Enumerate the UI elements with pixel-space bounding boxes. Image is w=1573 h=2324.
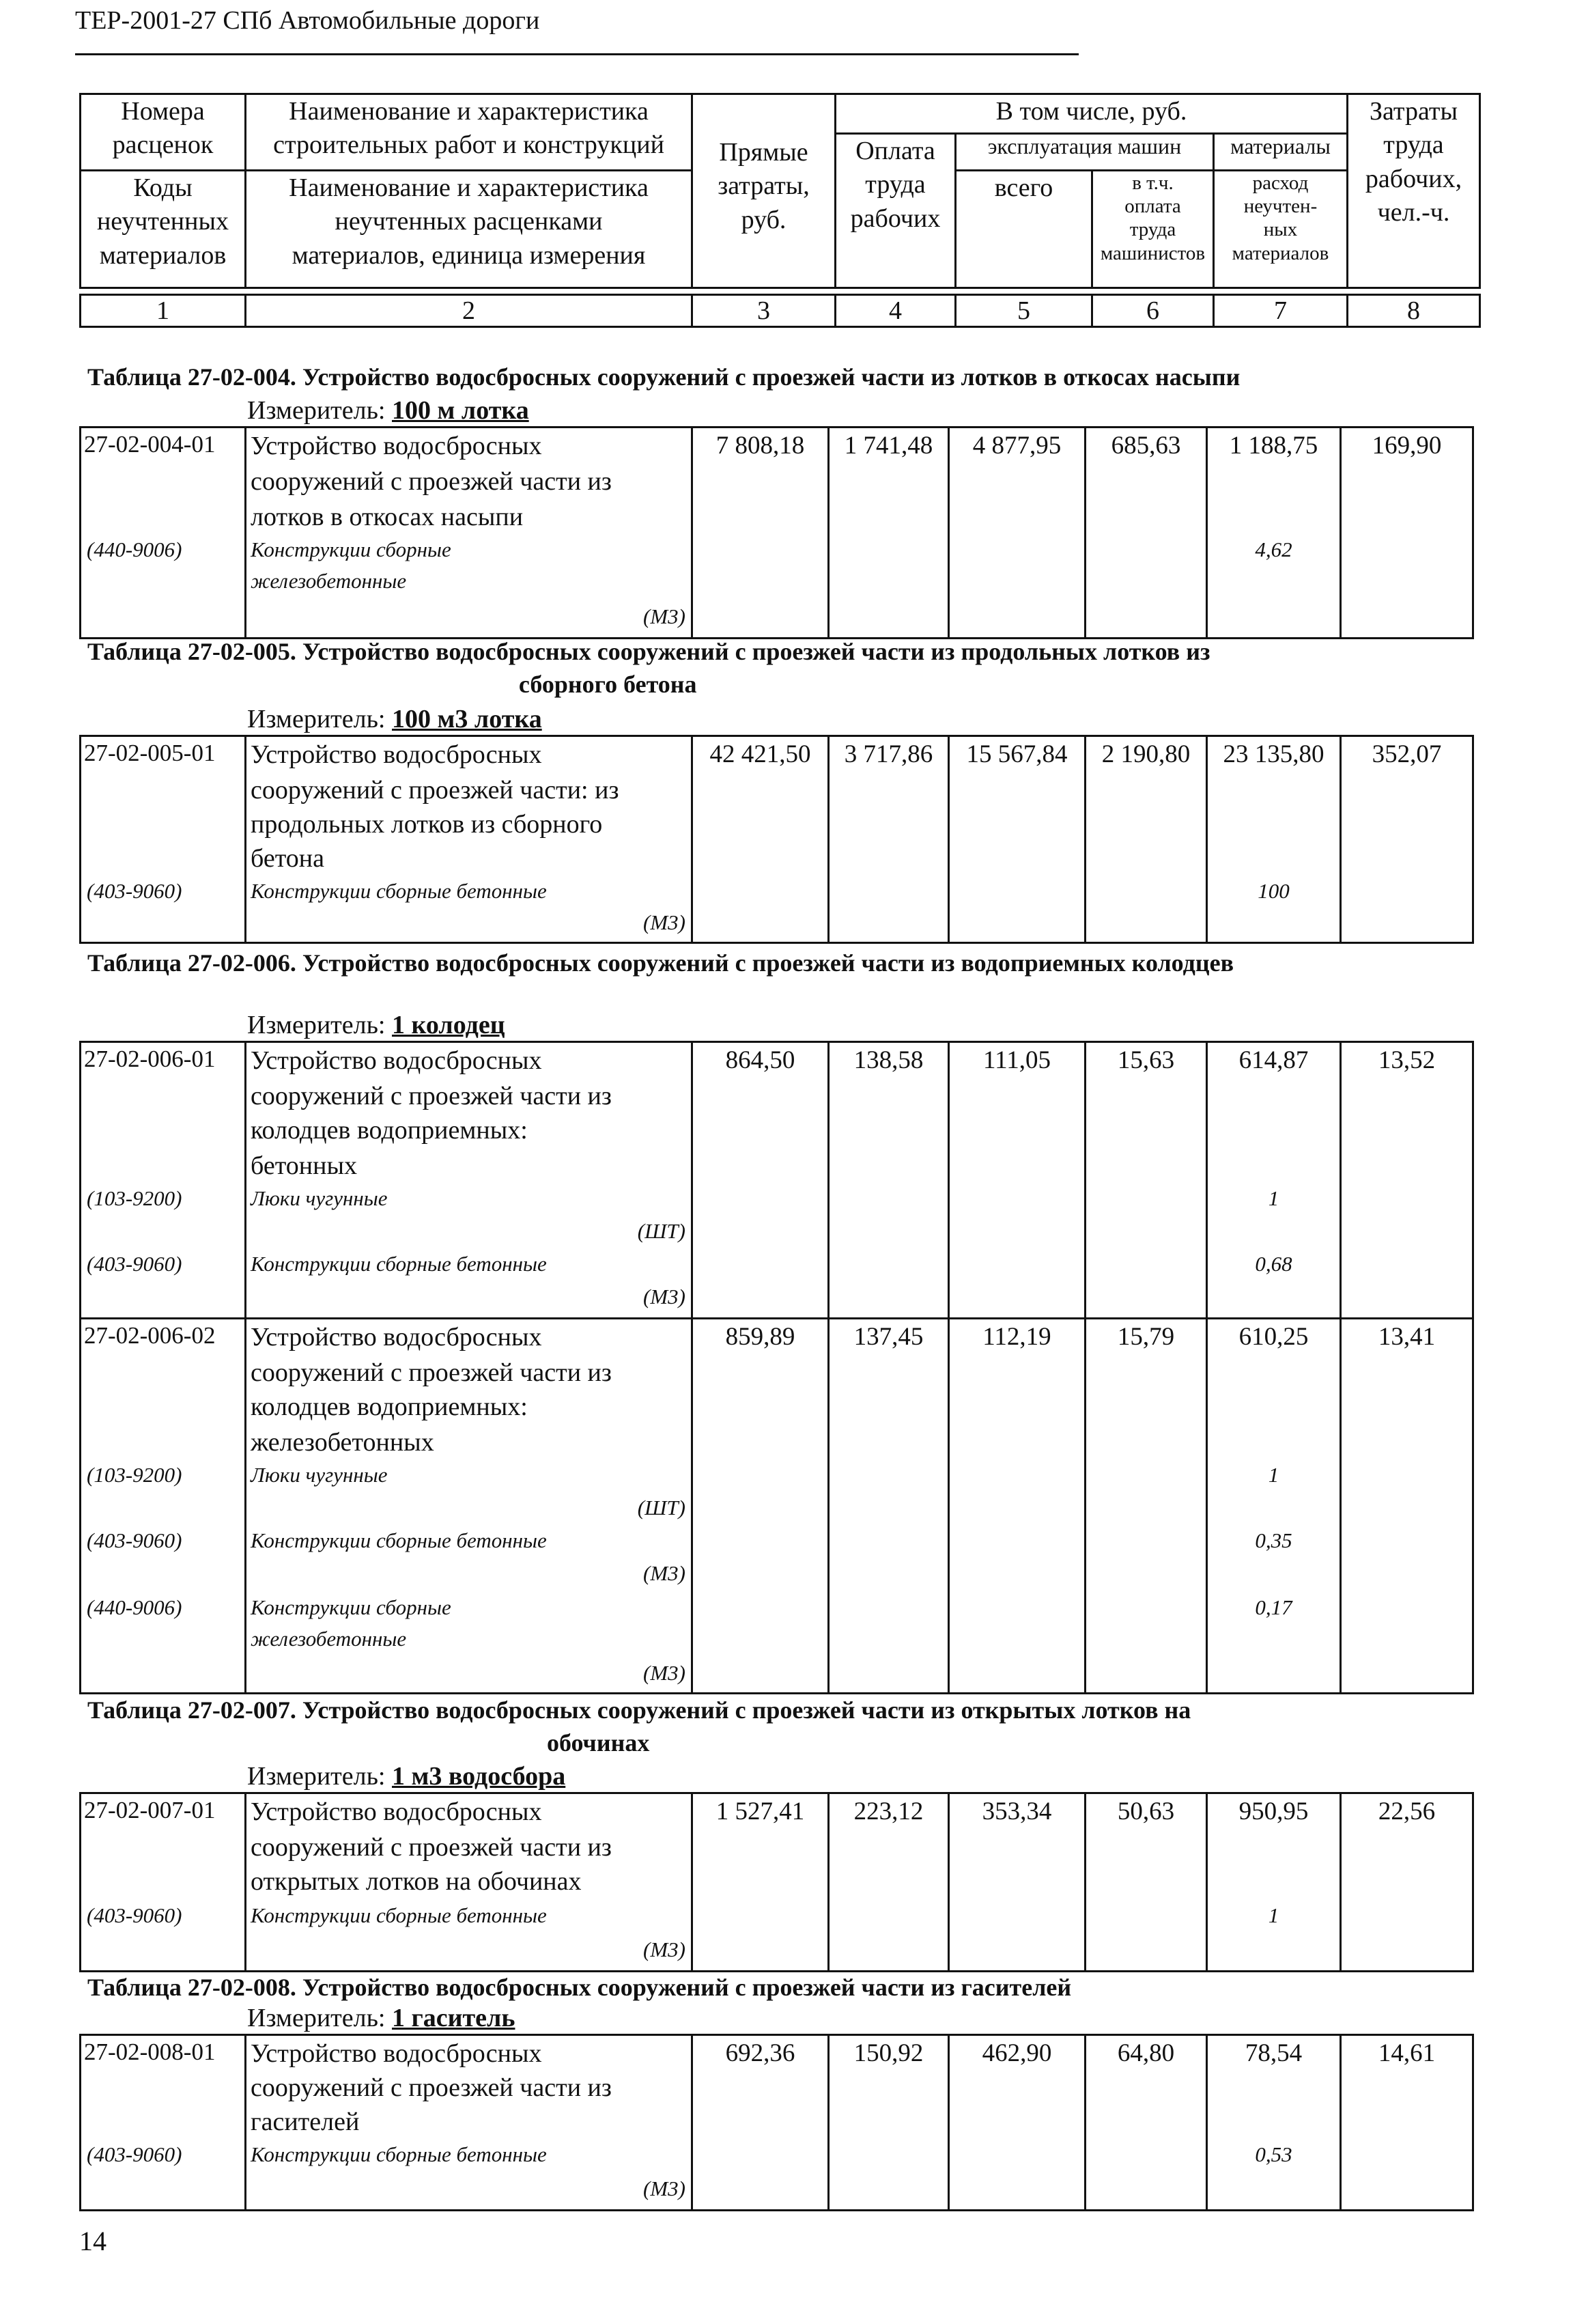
table-006 [79, 1041, 1474, 1694]
operator-cost: 50,63 [1117, 1797, 1175, 1825]
value-cell [1086, 428, 1207, 639]
col-num-6: 6 [1092, 295, 1214, 327]
value-cell [1207, 1793, 1341, 1972]
value-cell [692, 1319, 829, 1694]
material-name-line: Конструкции сборные бетонные [251, 2142, 547, 2166]
rate-name-line: сооружений с проезжей части из [251, 2073, 612, 2102]
value-cell [1341, 736, 1473, 943]
labor-hours: 14,61 [1378, 2039, 1436, 2067]
labor-cost: 1 741,48 [844, 432, 933, 460]
value-cell [829, 2035, 949, 2211]
material-code: (403-9060) [87, 879, 182, 903]
value-cell [949, 1319, 1086, 1694]
material-unit: (М3) [643, 2176, 685, 2200]
labor-cost: 3 717,86 [844, 740, 933, 768]
col-5-head: всего [956, 171, 1092, 288]
material-code: (403-9060) [87, 1252, 182, 1276]
col-7-head: расход неучтен- ных материалов [1214, 171, 1348, 288]
material-code: (403-9060) [87, 1528, 182, 1552]
material-code: (403-9060) [87, 2142, 182, 2166]
col-8-head: Затраты труда рабочих, чел.-ч. [1348, 94, 1480, 288]
value-cell [692, 2035, 829, 2211]
material-unit: (М3) [643, 910, 685, 934]
rate-code: 27-02-004-01 [84, 431, 216, 458]
table-004-measure: Измеритель: 100 м лотка [247, 396, 529, 425]
exp-head: эксплуатация машин [956, 134, 1214, 171]
col-1-head-bottom: Коды неучтенных материалов [81, 171, 246, 288]
value-cell [829, 736, 949, 943]
name-cell [246, 1042, 692, 1319]
col-6-head: в т.ч. оплата труда машинистов [1092, 171, 1214, 288]
rate-code: 27-02-006-01 [84, 1046, 216, 1072]
labor-hours: 22,56 [1378, 1797, 1436, 1825]
table-008-caption: Таблица 27-02-008. Устройство водосбросных сооружений с проезжей части из гасителей [87, 1974, 1072, 2001]
labor-cost: 138,58 [853, 1046, 924, 1074]
value-cell [692, 1042, 829, 1319]
material-unit: (М3) [643, 1561, 685, 1585]
value-cell [1086, 1319, 1207, 1694]
material-name-line: Конструкции сборные бетонные [251, 1903, 547, 1927]
machine-cost: 112,19 [982, 1323, 1051, 1351]
value-cell [1341, 1793, 1473, 1972]
labor-hours: 13,52 [1378, 1046, 1436, 1074]
rate-name-line: Устройство водосбросных [251, 1046, 542, 1075]
value-cell [949, 1042, 1086, 1319]
table-008 [79, 2034, 1474, 2211]
table-007 [79, 1792, 1474, 1972]
col-num-7: 7 [1214, 295, 1348, 327]
machine-cost: 462,90 [982, 2039, 1052, 2067]
table-005-caption: Таблица 27-02-005. Устройство водосбросных сооружений с проезжей части из продольных лотков из сборного бетона [87, 638, 1210, 698]
rate-name-line: сооружений с проезжей части из [251, 1833, 612, 1862]
operator-cost: 2 190,80 [1101, 740, 1191, 768]
rate-name-line: бетона [251, 844, 325, 873]
rate-name-line: Устройство водосбросных [251, 1323, 542, 1352]
material-name-line: железобетонные [251, 1627, 407, 1651]
direct-cost: 42 421,50 [709, 740, 811, 768]
material-cost: 23 135,80 [1223, 740, 1324, 768]
material-qty: 0,68 [1255, 1252, 1292, 1276]
table-004 [79, 426, 1474, 639]
table-007-measure: Измеритель: 1 м3 водосбора [247, 1762, 566, 1791]
value-cell [829, 1042, 949, 1319]
labor-cost: 223,12 [853, 1797, 924, 1825]
col-num-1: 1 [81, 295, 246, 327]
material-code: (440-9006) [87, 537, 182, 561]
rate-code: 27-02-005-01 [84, 740, 216, 766]
rate-name-line: продольных лотков из сборного [251, 810, 603, 839]
labor-hours: 13,41 [1378, 1323, 1436, 1351]
rate-code: 27-02-007-01 [84, 1797, 216, 1823]
material-name-line: Конструкции сборные бетонные [251, 879, 547, 903]
material-qty: 1 [1268, 1463, 1279, 1487]
table-005-measure: Измеритель: 100 м3 лотка [247, 705, 542, 733]
rate-name-line: гасителей [251, 2108, 360, 2136]
machine-cost: 353,34 [982, 1797, 1052, 1825]
machine-cost: 15 567,84 [966, 740, 1068, 768]
material-cost: 78,54 [1245, 2039, 1303, 2067]
col-num-8: 8 [1348, 295, 1480, 327]
material-qty: 0,35 [1255, 1528, 1292, 1552]
material-qty: 4,62 [1255, 537, 1292, 561]
operator-cost: 15,79 [1117, 1323, 1175, 1351]
material-unit: (ШТ) [637, 1496, 685, 1520]
value-cell [829, 428, 949, 639]
page-header: ТЕР-2001-27 СПб Автомобильные дороги [75, 6, 540, 35]
material-code: (440-9006) [87, 1595, 182, 1619]
rate-code: 27-02-008-01 [84, 2039, 216, 2065]
col-4-head: Оплата труда рабочих [836, 134, 956, 288]
value-cell [949, 1793, 1086, 1972]
value-cell [1207, 428, 1341, 639]
labor-hours: 169,90 [1372, 432, 1442, 460]
value-cell [829, 1793, 949, 1972]
material-qty: 1 [1268, 1186, 1279, 1210]
code-cell [81, 1793, 246, 1972]
mat-head: материалы [1214, 134, 1348, 171]
page-number: 14 [79, 2226, 107, 2256]
material-qty: 0,17 [1255, 1595, 1292, 1619]
material-code: (103-9200) [87, 1186, 182, 1210]
rate-name-line: колодцев водоприемных: [251, 1116, 528, 1145]
rate-name-line: бетонных [251, 1151, 358, 1180]
name-cell [246, 1319, 692, 1694]
value-cell [1341, 2035, 1473, 2211]
material-cost: 610,25 [1238, 1323, 1309, 1351]
rate-name-line: лотков в откосах насыпи [251, 503, 524, 531]
name-cell [246, 2035, 692, 2211]
rate-name-line: Устройство водосбросных [251, 432, 542, 460]
code-cell [81, 428, 246, 639]
code-cell [81, 2035, 246, 2211]
material-name-line: железобетонные [251, 569, 407, 593]
column-number-row [79, 294, 1481, 328]
material-name-line: Конструкции сборные [251, 537, 451, 561]
material-qty: 100 [1258, 879, 1290, 903]
rate-name-line: сооружений с проезжей части из [251, 1082, 612, 1110]
rate-name-line: сооружений с проезжей части из [251, 1358, 612, 1387]
machine-cost: 111,05 [982, 1046, 1051, 1074]
direct-cost: 1 527,41 [715, 1797, 805, 1825]
value-cell [1086, 736, 1207, 943]
value-cell [829, 1319, 949, 1694]
material-name-line: Люки чугунные [251, 1186, 388, 1210]
labor-cost: 137,45 [853, 1323, 924, 1351]
col-1-head-top: Номера расценок [81, 94, 246, 171]
group-head: В том числе, руб. [836, 94, 1348, 134]
rate-name-line: Устройство водосбросных [251, 740, 542, 769]
rate-name-line: сооружений с проезжей части: из [251, 776, 619, 804]
code-cell [81, 1319, 246, 1694]
table-007-caption: Таблица 27-02-007. Устройство водосбросных сооружений с проезжей части из открытых лотков на обочинах [87, 1696, 1191, 1756]
rate-name-line: Устройство водосбросных [251, 2039, 542, 2068]
material-cost: 614,87 [1238, 1046, 1309, 1074]
value-cell [1341, 1042, 1473, 1319]
material-unit: (М3) [643, 1661, 685, 1685]
rate-code: 27-02-006-02 [84, 1322, 216, 1349]
col-num-3: 3 [692, 295, 836, 327]
rate-name-line: колодцев водоприемных: [251, 1392, 528, 1421]
value-cell [692, 736, 829, 943]
table-006-measure: Измеритель: 1 колодец [247, 1011, 505, 1039]
operator-cost: 685,63 [1111, 432, 1181, 460]
value-cell [1207, 736, 1341, 943]
machine-cost: 4 877,95 [972, 432, 1062, 460]
code-cell [81, 1042, 246, 1319]
material-qty: 1 [1268, 1903, 1279, 1927]
value-cell [949, 736, 1086, 943]
direct-cost: 692,36 [725, 2039, 795, 2067]
table-005 [79, 735, 1474, 944]
col-2-head-top: Наименование и характеристика строительных работ и конструкций [246, 94, 692, 171]
value-cell [1086, 2035, 1207, 2211]
value-cell [692, 428, 829, 639]
value-cell [949, 428, 1086, 639]
material-qty: 0,53 [1255, 2142, 1292, 2166]
value-cell [1341, 1319, 1473, 1694]
name-cell [246, 1793, 692, 1972]
material-name-line: Конструкции сборные бетонные [251, 1528, 547, 1552]
direct-cost: 859,89 [725, 1323, 795, 1351]
value-cell [1207, 1319, 1341, 1694]
code-cell [81, 736, 246, 943]
direct-cost: 7 808,18 [715, 432, 805, 460]
name-cell [246, 428, 692, 639]
table-008-measure: Измеритель: 1 гаситель [247, 2004, 515, 2032]
material-name-line: Люки чугунные [251, 1463, 388, 1487]
table-006-caption: Таблица 27-02-006. Устройство водосбросных сооружений с проезжей части из водоприемных колодцев [87, 949, 1234, 977]
rate-name-line: открытых лотков на обочинах [251, 1867, 582, 1896]
column-header-table [79, 93, 1481, 289]
value-cell [1341, 428, 1473, 639]
value-cell [1086, 1793, 1207, 1972]
table-004-caption: Таблица 27-02-004. Устройство водосбросных сооружений с проезжей части из лотков в откосах насыпи [87, 363, 1241, 391]
material-unit: (М3) [643, 1285, 685, 1308]
material-unit: (М3) [643, 604, 685, 628]
material-unit: (ШТ) [637, 1219, 685, 1243]
material-cost: 1 188,75 [1229, 432, 1318, 460]
material-code: (103-9200) [87, 1463, 182, 1487]
direct-cost: 864,50 [725, 1046, 795, 1074]
material-unit: (М3) [643, 1937, 685, 1961]
operator-cost: 15,63 [1117, 1046, 1175, 1074]
material-name-line: Конструкции сборные [251, 1595, 451, 1619]
col-3-head: Прямые затраты, руб. [692, 94, 836, 288]
material-code: (403-9060) [87, 1903, 182, 1927]
rate-name-line: Устройство водосбросных [251, 1797, 542, 1826]
material-name-line: Конструкции сборные бетонные [251, 1252, 547, 1276]
col-num-2: 2 [246, 295, 692, 327]
operator-cost: 64,80 [1117, 2039, 1175, 2067]
material-cost: 950,95 [1238, 1797, 1309, 1825]
labor-hours: 352,07 [1372, 740, 1442, 768]
name-cell [246, 736, 692, 943]
col-num-5: 5 [956, 295, 1092, 327]
col-num-4: 4 [836, 295, 956, 327]
labor-cost: 150,92 [853, 2039, 924, 2067]
value-cell [692, 1793, 829, 1972]
header-rule [75, 53, 1079, 55]
value-cell [1207, 2035, 1341, 2211]
col-2-head-bottom: Наименование и характеристика неучтенных расценками материалов, единица измерения [246, 171, 692, 288]
rate-name-line: сооружений с проезжей части из [251, 467, 612, 496]
value-cell [1086, 1042, 1207, 1319]
value-cell [949, 2035, 1086, 2211]
value-cell [1207, 1042, 1341, 1319]
rate-name-line: железобетонных [251, 1428, 434, 1457]
